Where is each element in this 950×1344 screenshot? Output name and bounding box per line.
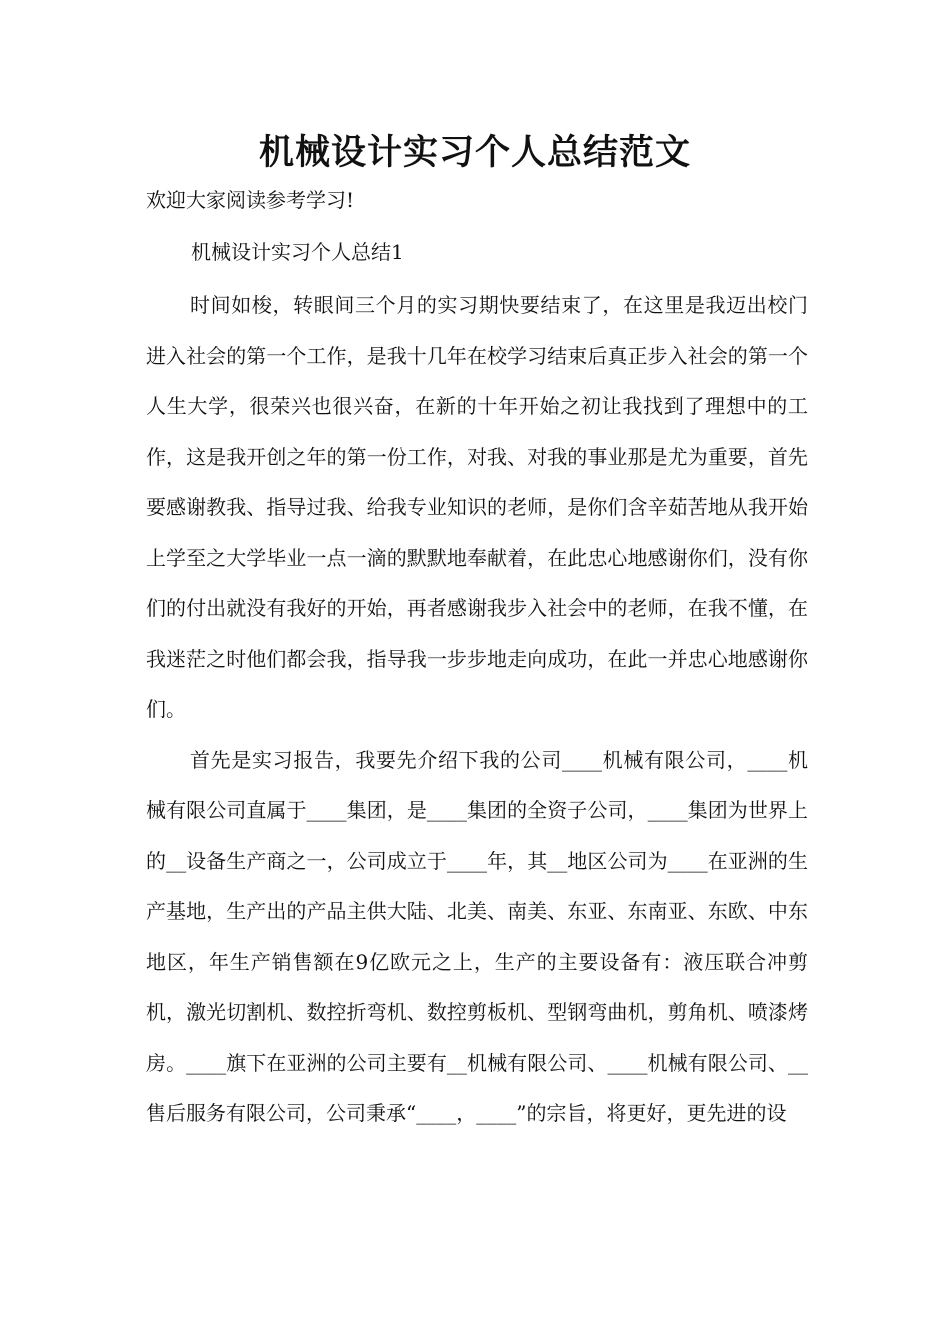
body-text <box>146 280 808 1139</box>
intro-line: 欢迎大家阅读参考学习! <box>146 188 355 212</box>
paragraph: 首先是实习报告，我要先介绍下我的公司____机械有限公司，____机械有限公司直属于____集团，是____集团的全资子公司，____集团为世界上的__设备生产商之一，公司成立于____年，其__地区公司为____在亚洲的生产基地，生产出的产品主供大陆、北美、南美、东亚、东南亚、东欧、中东地区，年生产销售额在9亿欧元之上，生产的主要设备有：液压联合冲剪机，激光切割机、数控折弯机、数控剪板机、型钢弯曲机，剪角机、喷漆烤房。____旗下在亚洲的公司主要有__机械有限公司、____机械有限公司、__售后服务有限公司，公司秉承“____，____”的宗旨，将更好，更先进的设 <box>146 747 808 1125</box>
document-title: 机械设计实习个人总结范文 <box>258 133 691 173</box>
section-subheading: 机械设计实习个人总结1 <box>191 240 404 264</box>
paragraph: 时间如梭，转眼间三个月的实习期快要结束了，在这里是我迈出校门进入社会的第一个工作，是我十几年在校学习结束后真正步入社会的第一个人生大学，很荣兴也很兴奋，在新的十年开始之初让我找到了理想中的工作，这是我开创之年的第一份工作，对我、对我的事业那是尤为重要，首先要感谢教我、指导过我、给我专业知识的老师，是你们含辛茹苦地从我开始上学至之大学毕业一点一滴的默默地奉献着，在此忠心地感谢你们，没有你们的付出就没有我好的开始，再者感谢我步入社会中的老师，在我不懂，在我迷茫之时他们都会我，指导我一步步地走向成功，在此一并忠心地感谢你们。 <box>146 293 808 721</box>
